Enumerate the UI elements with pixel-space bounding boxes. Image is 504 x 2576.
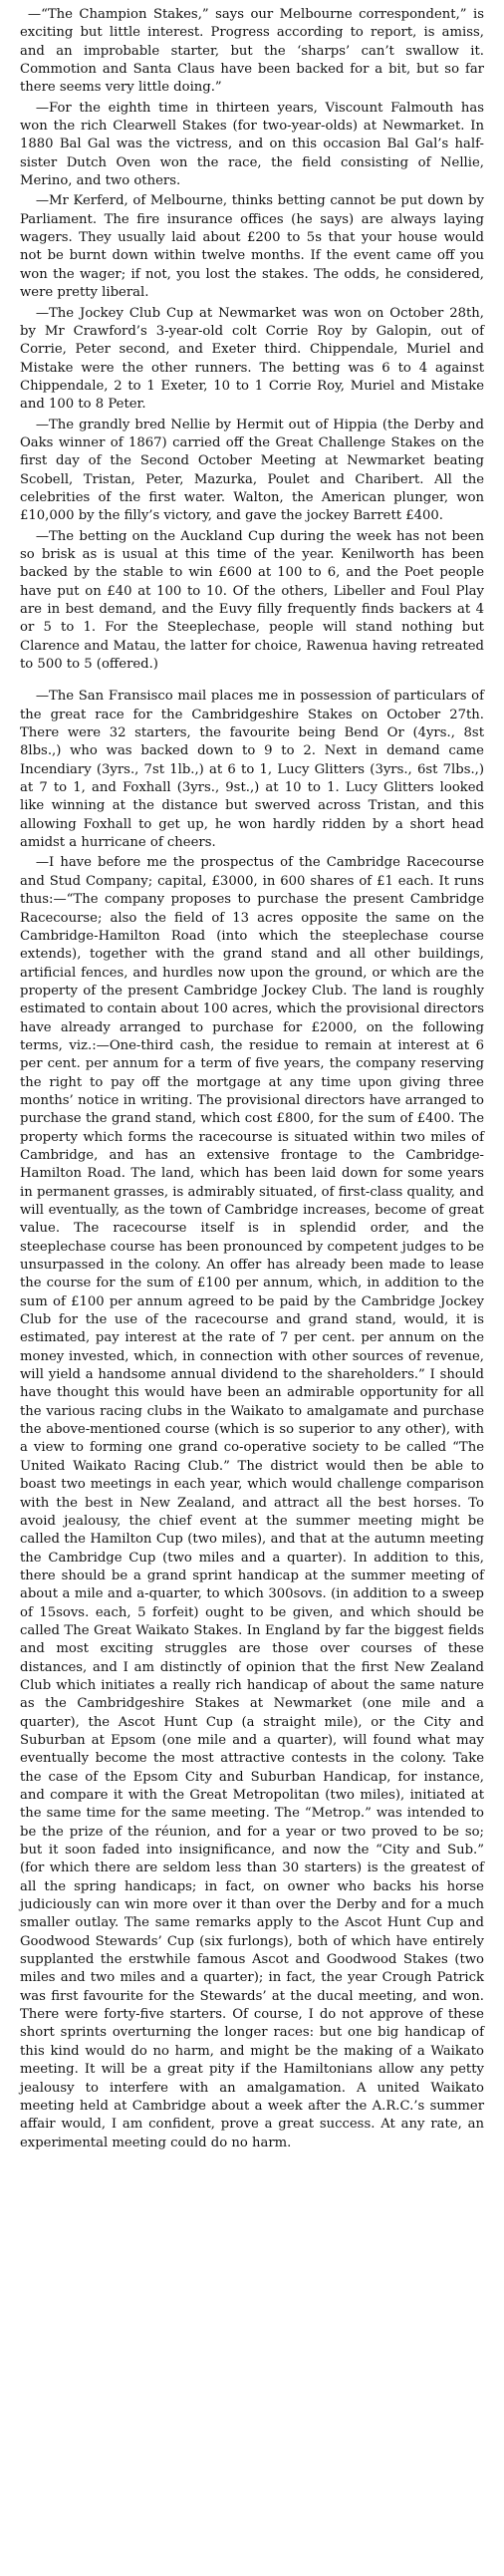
paragraph-cambridgeshire-stakes: —The San Fransisco mail places me in possession of particulars of the great race for the Cambridgeshire Stakes on October 27th. There were 32 starters, the favourite being Bend Or (4yrs., 8st 8lbs.,) who was backed down to 9 to 2. Next in demand came Incendiary (3yrs., 7st 1lb.,) at 6 to 1, Lucy Glitters (3yrs., 6st 7lbs.,) at 7 to 1, and Foxhall (3yrs., 9st.,) at 10 to 1. Lucy Glitters looked like winning at the distance but swerved across Tristan, and this allowing Foxhall to get up, he won hardly ridden by a short head amidst a hurricane of cheers. [20, 689, 484, 851]
paragraph-great-challenge-stakes: —The grandly bred Nellie by Hermit out of Hippia (the Derby and Oaks winner of 1867) carried off the Great Challenge Stakes on the first day of the Second October Meeting at Newmarket beating Scobell, Tristan, Peter, Mazurka, Poulet and Charibert. All the celebrities of the first water. Walton, the American plunger, won £10,000 by the filly’s victory, and gave the jockey Barrett £400. [20, 417, 484, 524]
paragraph-auckland-cup-betting: —The betting on the Auckland Cup during the week has not been so brisk as is usual at this time of the year. Kenilworth has been backed by the stable to win £600 at 100 to 6, and the Poet people have put on £40 at 100 to 10. Of the others, Libeller and Foul Play are in best demand, and the Euvy filly frequently finds backers at 4 or 5 to 1. For the Steeplechase, people will stand nothing but Clarence and Matau, the latter for choice, Rawenua having retreated to 500 to 5 (offered.) [20, 528, 484, 673]
paragraph-betting-parliament: —Mr Kerferd, of Melbourne, thinks betting cannot be put down by Parliament. The fire insurance offices (he says) are always laying wagers. They usually laid about £200 to 5s that your house would not be burnt down within twelve months. If the event came off you won the wager; if not, you lost the stakes. The odds, he considered, were pretty liberal. [20, 193, 484, 301]
paragraph-jockey-club-cup: —The Jockey Club Cup at Newmarket was won on October 28th, by Mr Crawford’s 3-year-old colt Corrie Roy by Galopin, out of Corrie, Peter second, and Exeter third. Chippendale, Muriel and Mistake were the other runners. The betting was 6 to 4 against Chippendale, 2 to 1 Exeter, 10 to 1 Corrie Roy, Muriel and Mistake and 100 to 8 Peter. [20, 305, 484, 413]
paragraph-clearwell-stakes: —For the eighth time in thirteen years, Viscount Falmouth has won the rich Clearwell Stakes (for two-year-olds) at Newmarket. In 1880 Bal Gal was the victress, and on this occasion Bal Gal’s half-sister Dutch Oven won the race, the field consisting of Nellie, Merino, and two others. [20, 100, 484, 189]
paragraph-champion-stakes: —“The Champion Stakes,” says our Melbourne correspondent,” is exciting but little interest. Progress according to report, is amiss, and an improbable starter, but the ‘sharps’ can’t swallow it. Commotion and Santa Claus have been backed for a bit, but so far there seems very little doing.” [20, 7, 484, 96]
article-column [20, 6, 484, 2154]
paragraph-cambridge-racecourse-prospectus: —I have before me the prospectus of the Cambridge Racecourse and Stud Company; capital, £3000, in 600 shares of £1 each. It runs thus:—“The company proposes to purchase the present Cambridge Racecourse; also the field of 13 acres opposite the same on the Cambridge-Hamilton Road (into which the steeplechase course extends), together with the grand stand and all other buildings, artificial fences, and hurdles now upon the ground, or which are the property of the present Cambridge Jockey Club. The land is roughly estimated to contain about 100 acres, which the provisional directors have already arranged to purchase for £2000, on the following terms, viz.:—One-third cash, the residue to remain at interest at 6 per cent. per annum for a term of five years, the company reserving the right to pay off the mortgage at any time upon giving three months’ notice in writing. The provisional directors have arranged to purchase the grand stand, which cost £800, for the sum of £400. The property which forms the racecourse is situated within two miles of Cambridge, and has an extensive frontage to the Cambridge-Hamilton Road. The land, which has been laid down for some years in permanent grasses, is admirably situated, of first-class quality, and will eventually, as the town of Cambridge increases, become of great value. The racecourse itself is in splendid order, and the steeplechase course has been pronounced by competent judges to be unsurpassed in the colony. An offer has already been made to lease the course for the sum of £100 per annum, which, in addition to the sum of £100 per annum agreed to be paid by the Cambridge Jockey Club for the use of the racecourse and grand stand, would, it is estimated, pay interest at the rate of 7 per cent. per annum on the money invested, which, in connection with other sources of revenue, will yield a handsome annual dividend to the shareholders.” I should have thought this would have been an admirable opportunity for all the various racing clubs in the Waikato to amalgamate and purchase the above-mentioned course (which is so superior to any other), with a view to forming one grand co-operative society to be called “The United Waikato Racing Club.” The district would then be able to boast two meetings in each year, which would challenge comparison with the best in New Zealand, and attract all the best horses. To avoid jealousy, the chief event at the summer meeting might be called the Hamilton Cup (two miles), and that at the autumn meeting the Cambridge Cup (two miles and a quarter). In addition to this, there should be a grand sprint handicap at the summer meeting of about a mile and a-quarter, to which 300sovs. (in addition to a sweep of 15sovs. each, 5 forfeit) ought to be given, and which should be called The Great Waikato Stakes. In England by far the biggest fields and most exciting struggles are those over courses of these distances, and I am distinctly of opinion that the first New Zealand Club which initiates a really rich handicap of about the same nature as the Cambridgeshire Stakes at Newmarket (one mile and a quarter), the Ascot Hunt Cup (a straight mile), or the City and Suburban at Epsom (one mile and a quarter), will found what may eventually become the most attractive contests in the colony. Take the case of the Epsom City and Suburban Handicap, for instance, and compare it with the Great Metropolitan (two miles), initiated at the same time for the same meeting. The “Metrop.” was intended to be the prize of the réunion, and for a year or two proved to be so; but it soon faded into insignificance, and now the “City and Sub.” (for which there are seldom less than 30 starters) is the greatest of all the spring handicaps; in fact, on owner who backs his horse judiciously can win more over it than over the Derby and for a much smaller outlay. The same remarks apply to the Ascot Hunt Cup and Goodwood Stewards’ Cup (six furlongs), both of which have entirely supplanted the erstwhile famous Ascot and Goodwood Stakes (two miles and two miles and a quarter); in fact, the year Crough Patrick was first favourite for the Stewards’ at the ducal meeting, and won. There were forty-five starters. Of course, I do not approve of these short sprints overturning the longer races: but one big handicap of this kind would do no harm, and might be the making of a Waikato meeting. It will be a great pity if the Hamiltonians allow any petty jealousy to interfere with an amalgamation. A united Waikato meeting held at Cambridge about a week after the A.R.C.’s summer affair would, I am confident, prove a great success. At any rate, an experimental meeting could do no harm. [20, 855, 484, 2150]
